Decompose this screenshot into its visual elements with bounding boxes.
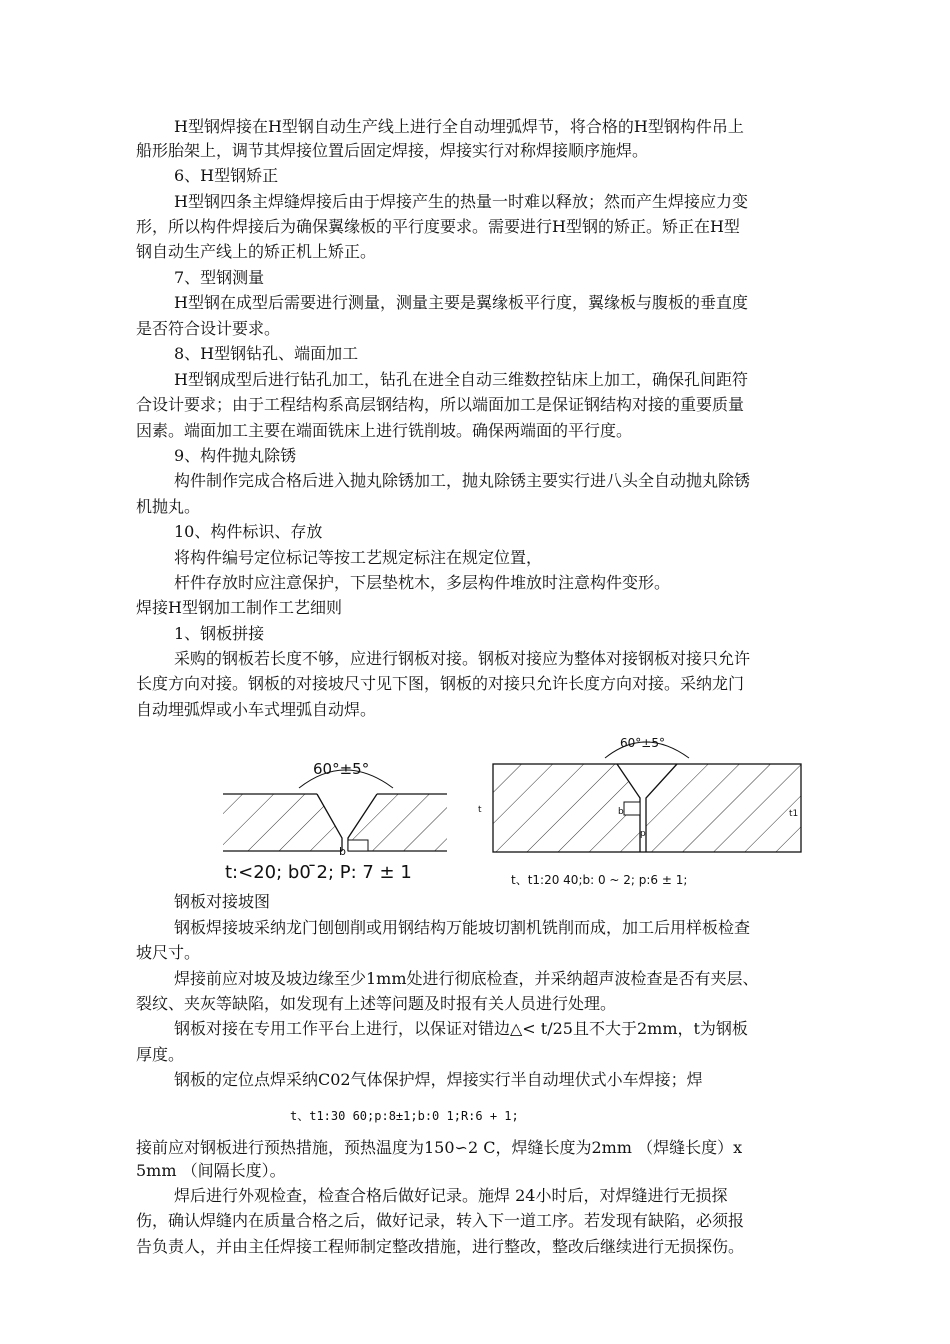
right-caption: t、t1:20 40;b: 0 ~ 2; p:6 ± 1; [511,873,688,887]
paragraph-line: 接前应对钢板进行预热措施，预热温度为150∽2 C，焊缝长度为2mm （焊缝长度）x [136,1138,743,1157]
paragraph-line: 杆件存放时应注意保护，下层垫枕木，多层构件堆放时注意构件变形。 [174,573,671,592]
paragraph-line: H型钢在成型后需要进行测量，测量主要是翼缘板平行度，翼缘板与腹板的垂直度 [174,293,748,312]
paragraph-line: 钢自动生产线上的矫正机上矫正。 [136,242,377,261]
paragraph-line: H型钢焊接在H型钢自动生产线上进行全自动埋弧焊节，将合格的H型钢构件吊上 [174,117,744,136]
right-angle-label: 60°±5° [620,736,665,750]
paragraph-line: 钢板焊接坡采纳龙门刨刨削或用钢结构万能坡切割机铣削而成，加工后用样板检查 [174,918,751,937]
figure-title: 钢板对接坡图 [174,892,271,911]
section-heading: 7、型钢测量 [174,268,265,287]
section-heading: 8、H型钢钻孔、端面加工 [174,344,359,363]
section-heading: 10、构件标识、存放 [174,522,323,541]
figure-caption: t、t1:30 60;p:8±1;b:0 1;R:6 + 1; [290,1109,519,1123]
paragraph-line: 形，所以构件焊接后为确保翼缘板的平行度要求。需要进行H型钢的矫正。矫正在H型 [136,217,740,236]
paragraph-line: H型钢四条主焊缝焊接后由于焊接产生的热量一时难以释放；然而产生焊接应力变 [174,192,748,211]
right-p-label: p [640,829,646,839]
right-t-label: t [478,805,482,815]
paragraph-line: 焊后进行外观检查，检查合格后做好记录。施焊 24小时后，对焊缝进行无损探 [174,1186,728,1205]
paragraph-line: 采购的钢板若长度不够，应进行钢板对接。钢板对接应为整体对接钢板对接只允许 [174,649,751,668]
section-title: 焊接H型钢加工制作工艺细则 [136,598,342,617]
paragraph-line: 厚度。 [136,1045,185,1064]
paragraph-line: 因素。端面加工主要在端面铣床上进行铣削坡。确保两端面的平行度。 [136,421,633,440]
paragraph-line: 5mm （间隔长度）。 [136,1161,286,1180]
paragraph-line: 钢板的定位点焊采纳C02气体保护焊，焊接实行半自动埋伏式小车焊接；焊 [174,1070,703,1089]
paragraph-line: 机抛丸。 [136,497,201,516]
right-groove-diagram [478,736,801,887]
left-angle-label: 60°±5° [313,760,370,778]
paragraph-line: 钢板对接在专用工作平台上进行，以保证对错边△< t/25且不大于2mm，t为钢板 [174,1019,748,1038]
right-b-label: b [618,807,624,817]
paragraph-line: 构件制作完成合格后进入抛丸除锈加工，抛丸除锈主要实行进八头全自动抛丸除锈 [174,471,751,490]
paragraph-line: 将构件编号定位标记等按工艺规定标注在规定位置， [174,548,543,567]
paragraph-line: H型钢成型后进行钻孔加工，钻孔在进全自动三维数控钻床上加工，确保孔间距符 [174,370,748,389]
paragraph-line: 焊接前应对坡及坡边缘至少1mm处进行彻底检查，并采纳超声波检查是否有夹层、 [174,969,759,988]
section-heading: 9、构件抛丸除锈 [174,446,297,465]
paragraph-line: 长度方向对接。钢板的对接坡尺寸见下图，钢板的对接只允许长度方向对接。采纳龙门 [136,674,745,693]
paragraph-line: 是否符合设计要求。 [136,319,281,338]
paragraph-line: 告负责人，并由主任焊接工程师制定整改措施，进行整改，整改后继续进行无损探伤。 [136,1237,745,1256]
paragraph-line: 伤，确认焊缝内在质量合格之后，做好记录，转入下一道工序。若发现有缺陷，必须报 [136,1211,745,1230]
left-caption: t:<20; b0 ̄2; P: 7 ± 1 [225,862,412,883]
left-b-label: b [339,845,346,858]
paragraph-line: 裂纹、夹灰等缺陷，如发现有上述等问题及时报有关人员进行处理。 [136,994,617,1013]
paragraph-line: 合设计要求；由于工程结构系高层钢结构，所以端面加工是保证钢结构对接的重要质量 [136,395,745,414]
paragraph-line: 船形胎架上，调节其焊接位置后固定焊接，焊接实行对称焊接顺序施焊。 [136,141,649,160]
groove-figure [215,728,815,894]
paragraph-line: 自动埋弧焊或小车式埋弧自动焊。 [136,700,377,719]
paragraph-line: 坡尺寸。 [136,943,201,962]
left-groove-diagram [223,760,447,883]
right-t1-label: t1 [789,809,799,819]
section-heading: 1、钢板拼接 [174,624,265,643]
section-heading: 6、H型钢矫正 [174,166,279,185]
